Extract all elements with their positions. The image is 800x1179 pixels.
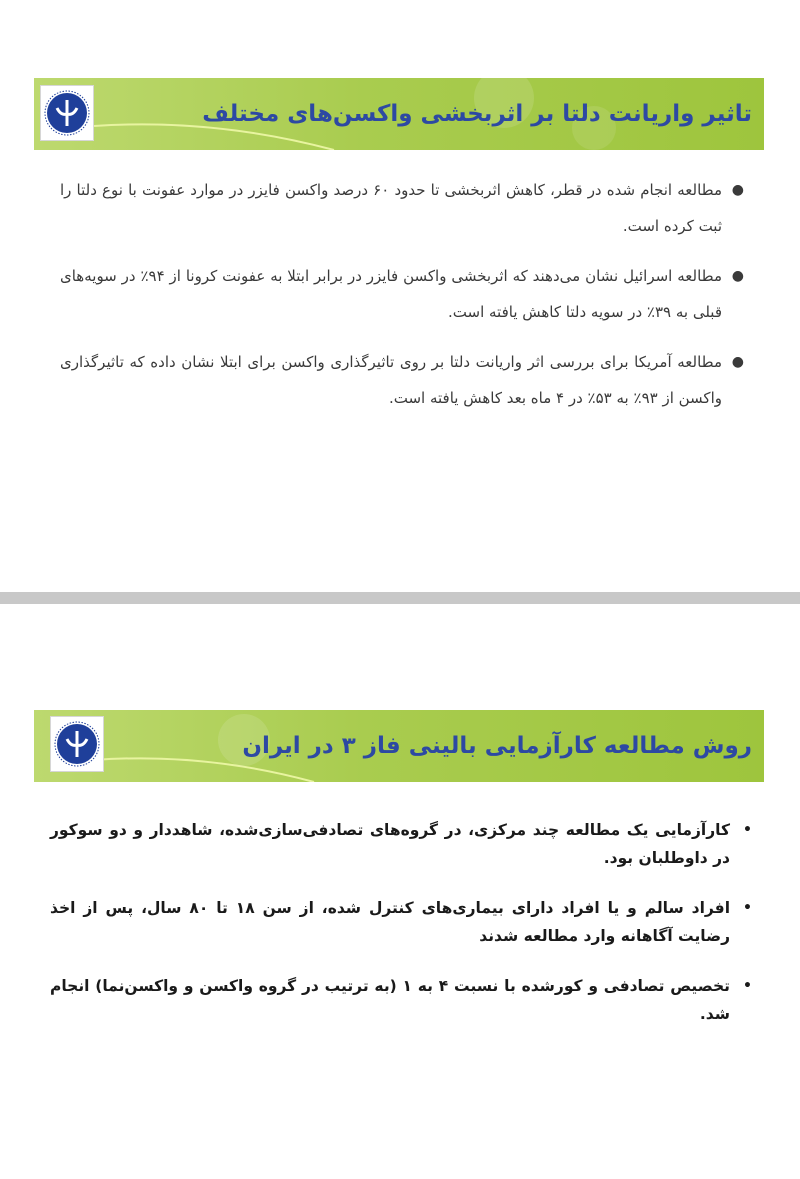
bullet-dot: •: [743, 822, 752, 838]
slide-title: روش مطالعه کارآزمایی بالینی فاز ۳ در ایران: [242, 733, 752, 759]
list-item: ● مطالعه اسرائیل نشان می‌دهند که اثربخشی واکسن فایزر در برابر ابتلا به عفونت کرونا از ۹۴٪ در سویه‌های قبلی به ۳۹٪ در سویه دلتا کاهش یافته است.: [60, 258, 748, 330]
slide-2: [0, 604, 800, 1179]
bullet-dot: ●: [731, 354, 744, 370]
list-item: • تخصیص تصادفی و کورشده با نسبت ۴ به ۱ (به ترتیب در گروه واکسن و واکسن‌نما) انجام شد.: [50, 972, 756, 1028]
logo: [40, 85, 94, 141]
bullet-list: [60, 172, 748, 430]
list-item: • کارآزمایی یک مطالعه چند مرکزی، در گروه‌های تصادفی‌سازی‌شده، شاهددار و دو سوکور در داوطلبان بود.: [50, 816, 756, 872]
bullet-dot: ●: [731, 182, 744, 198]
list-item: ● مطالعه آمریکا برای بررسی اثر واریانت دلتا بر روی تاثیرگذاری واکسن برای ابتلا نشان داده که تاثیرگذاری واکسن از ۹۳٪ به ۵۳٪ در ۴ ماه بعد کاهش یافته است.: [60, 344, 748, 416]
slide-title: تاثیر واریانت دلتا بر اثربخشی واکسن‌های مختلف: [202, 101, 752, 127]
logo-emblem-icon: [51, 717, 103, 771]
list-item: ● مطالعه انجام شده در قطر، کاهش اثربخشی تا حدود ۶۰ درصد واکسن فایزر در موارد عفونت با نوع دلتا را ثبت کرده است.: [60, 172, 748, 244]
title-banner: [34, 710, 764, 782]
bullet-dot: •: [743, 900, 752, 916]
bullet-dot: •: [743, 978, 752, 994]
bullet-list: [50, 816, 756, 1050]
list-item: • افراد سالم و یا افراد دارای بیماری‌های کنترل شده، از سن ۱۸ تا ۸۰ سال، پس از اخذ رضایت آگاهانه وارد مطالعه شدند: [50, 894, 756, 950]
title-banner: [34, 78, 764, 150]
bullet-dot: ●: [731, 268, 744, 284]
logo: [50, 716, 104, 772]
logo-emblem-icon: [41, 86, 93, 140]
